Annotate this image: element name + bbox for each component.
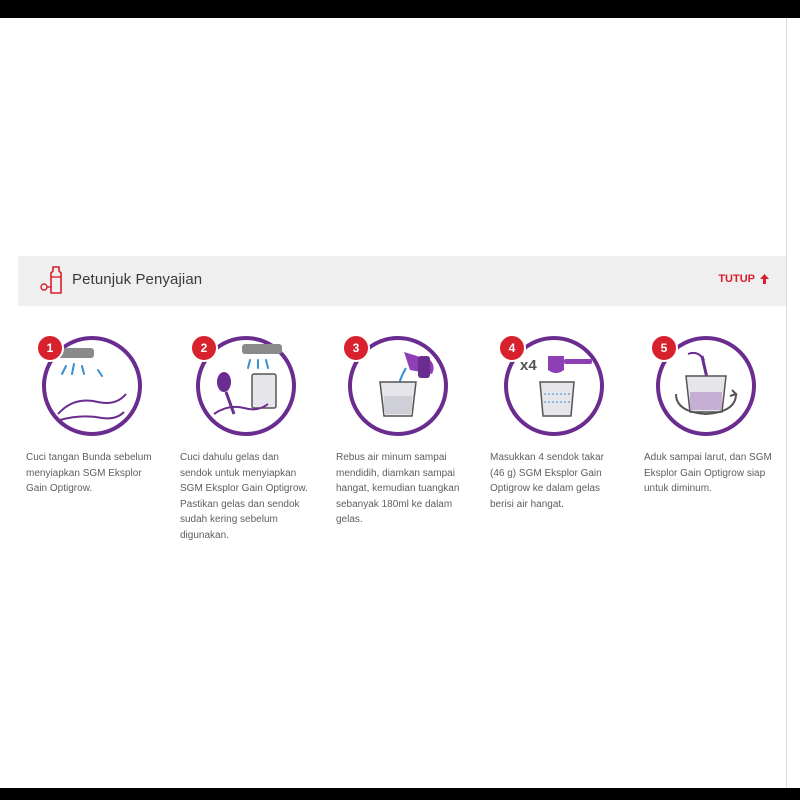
page-edge [786,18,800,788]
collapse-toggle[interactable] [718,273,770,285]
scoop-count-label: x4 [520,357,537,374]
bottle-icon [38,265,72,297]
step-number-badge: 4 [498,334,526,362]
step-description: Rebus air minum sampai mendidih, diamkan sampai hangat, kemudian tuangkan sebanyak 180ml ke dalam gelas. [336,452,460,525]
step-3-illustration [346,334,450,438]
panel-title: Petunjuk Penyajian [72,271,203,288]
step-description: Cuci dahulu gelas dan sendok untuk menyiapkan SGM Eksplor Gain Optigrow. Pastikan gelas dan sendok sudah kering sebelum digunakan. [180,452,308,541]
step-4-illustration [502,334,606,438]
letterbox-bottom [0,788,800,800]
step-2 [180,334,310,543]
step-1-illustration [40,334,144,438]
step-number-badge: 5 [650,334,678,362]
step-1 [26,334,156,497]
arrow-up-icon[interactable] [759,273,770,285]
step-number-badge: 2 [190,334,218,362]
step-2-illustration [194,334,298,438]
instructions-header[interactable] [18,256,786,306]
step-number-badge: 3 [342,334,370,362]
step-5-illustration [654,334,758,438]
letterbox-top [0,0,800,18]
step-4 [490,334,620,512]
step-number-badge: 1 [36,334,64,362]
step-5 [644,334,774,497]
toggle-label[interactable]: TUTUP [718,273,755,285]
step-3 [336,334,466,528]
step-description: Cuci tangan Bunda sebelum menyiapkan SGM Eksplor Gain Optigrow. [26,452,152,494]
step-description: Aduk sampai larut, dan SGM Eksplor Gain Optigrow siap untuk diminum. [644,452,772,494]
step-description: Masukkan 4 sendok takar (46 g) SGM Eksplor Gain Optigrow ke dalam gelas berisi air hangat. [490,452,604,510]
